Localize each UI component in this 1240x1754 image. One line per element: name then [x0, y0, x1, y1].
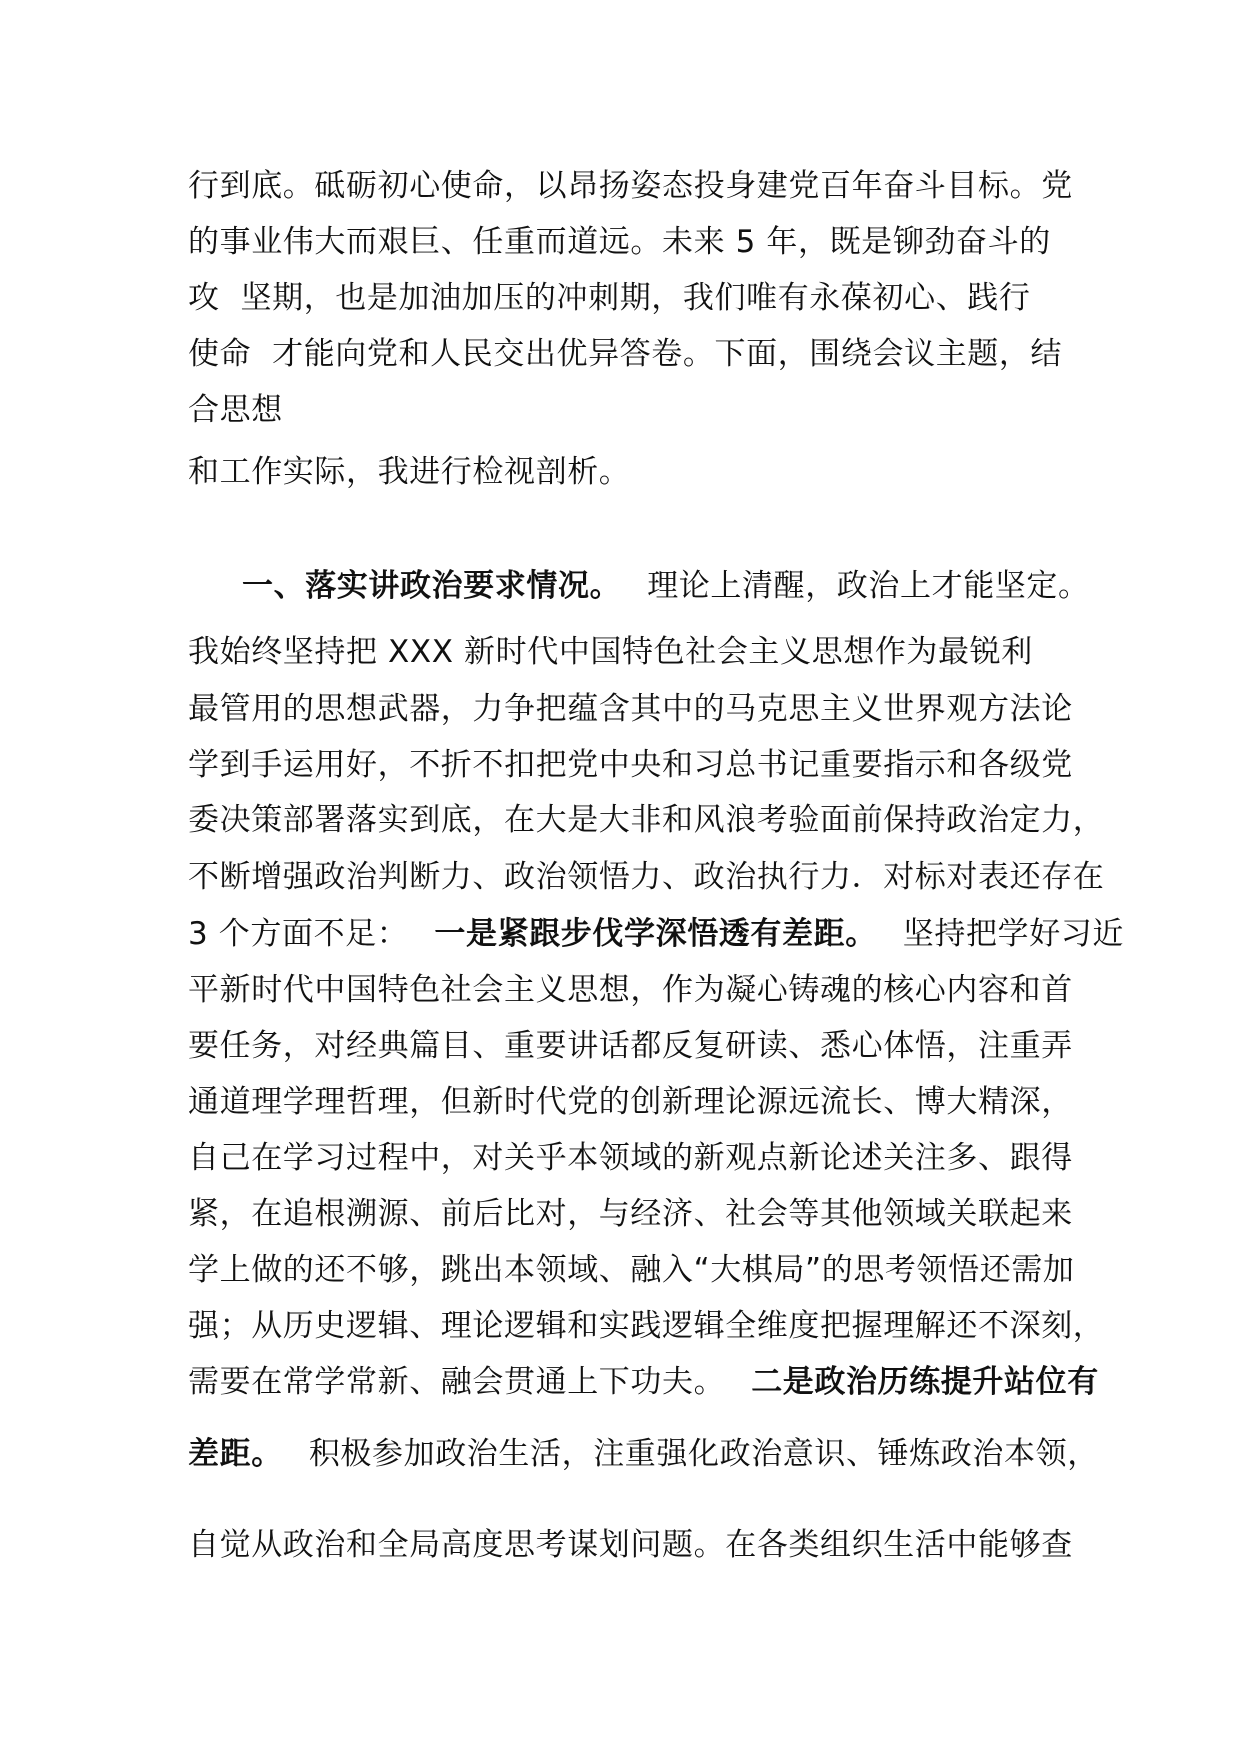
section-heading-tail: 理论上清醒，政治上才能坚定。 — [647, 568, 1090, 604]
section-heading: 一、落实讲政治要求情况。 — [242, 568, 622, 604]
section-heading-line — [242, 566, 1090, 606]
paragraph-line: 的事业伟大而艰巨、任重而道远。未来 5 年，既是铆劲奋斗的 — [188, 224, 1051, 260]
paragraph-line: 最管用的思想武器，力争把蕴含其中的马克思主义世界观方法论 — [188, 691, 1073, 727]
paragraph-line: 学到手运用好，不折不扣把党中央和习总书记重要指示和各级党 — [188, 747, 1073, 783]
paragraph-line: 和工作实际，我进行检视剖析。 — [188, 454, 631, 490]
point-two-heading-end: 差距。 — [188, 1436, 283, 1472]
point-one-prefix: 3 个方面不足： — [188, 916, 409, 952]
paragraph-line: 攻 坚期，也是加油加压的冲刺期，我们唯有永葆初心、践行 — [188, 280, 1031, 316]
point-one-tail: 坚持把学好习近 — [902, 916, 1124, 952]
point-one-last: 需要在常学常新、融会贯通上下功夫。 — [188, 1364, 726, 1400]
point-two-start-line — [188, 1362, 1099, 1402]
paragraph-line: 要任务，对经典篇目、重要讲话都反复研读、悉心体悟，注重弄 — [188, 1028, 1073, 1064]
paragraph-line: 行到底。砥砺初心使命，以昂扬姿态投身建党百年奋斗目标。党 — [188, 168, 1073, 204]
paragraph-line: 不断增强政治判断力、政治领悟力、政治执行力．对标对表还存在 — [188, 859, 1105, 895]
paragraph-line: 我始终坚持把 XXX 新时代中国特色社会主义思想作为最锐利 — [188, 634, 1033, 670]
point-two-line — [188, 1434, 1099, 1474]
paragraph-line: 使命 才能向党和人民交出优异答卷。下面，围绕会议主题，结 — [188, 336, 1063, 372]
point-one-heading: 一是紧跟步伐学深悟透有差距。 — [434, 916, 877, 952]
paragraph-line: 通道理学理哲理，但新时代党的创新理论源远流长、博大精深， — [188, 1084, 1073, 1120]
point-two-tail: 积极参加政治生活，注重强化政治意识、锤炼政治本领， — [308, 1436, 1099, 1472]
paragraph-line: 紧，在追根溯源、前后比对，与经济、社会等其他领域关联起来 — [188, 1196, 1073, 1232]
paragraph-line: 自己在学习过程中，对关乎本领域的新观点新论述关注多、跟得 — [188, 1140, 1073, 1176]
point-one-line — [188, 914, 1124, 954]
paragraph-line: 自觉从政治和全局高度思考谋划问题。在各类组织生活中能够查 — [188, 1527, 1073, 1563]
paragraph-line: 强；从历史逻辑、理论逻辑和实践逻辑全维度把握理解还不深刻， — [188, 1308, 1105, 1344]
paragraph-line: 学上做的还不够，跳出本领域、融入“大棋局”的思考领悟还需加 — [188, 1252, 1075, 1288]
paragraph-line: 平新时代中国特色社会主义思想，作为凝心铸魂的核心内容和首 — [188, 972, 1073, 1008]
point-two-heading: 二是政治历练提升站位有 — [751, 1364, 1099, 1400]
paragraph-line: 委决策部署落实到底，在大是大非和风浪考验面前保持政治定力， — [188, 802, 1105, 838]
paragraph-line: 合思想 — [188, 392, 283, 428]
